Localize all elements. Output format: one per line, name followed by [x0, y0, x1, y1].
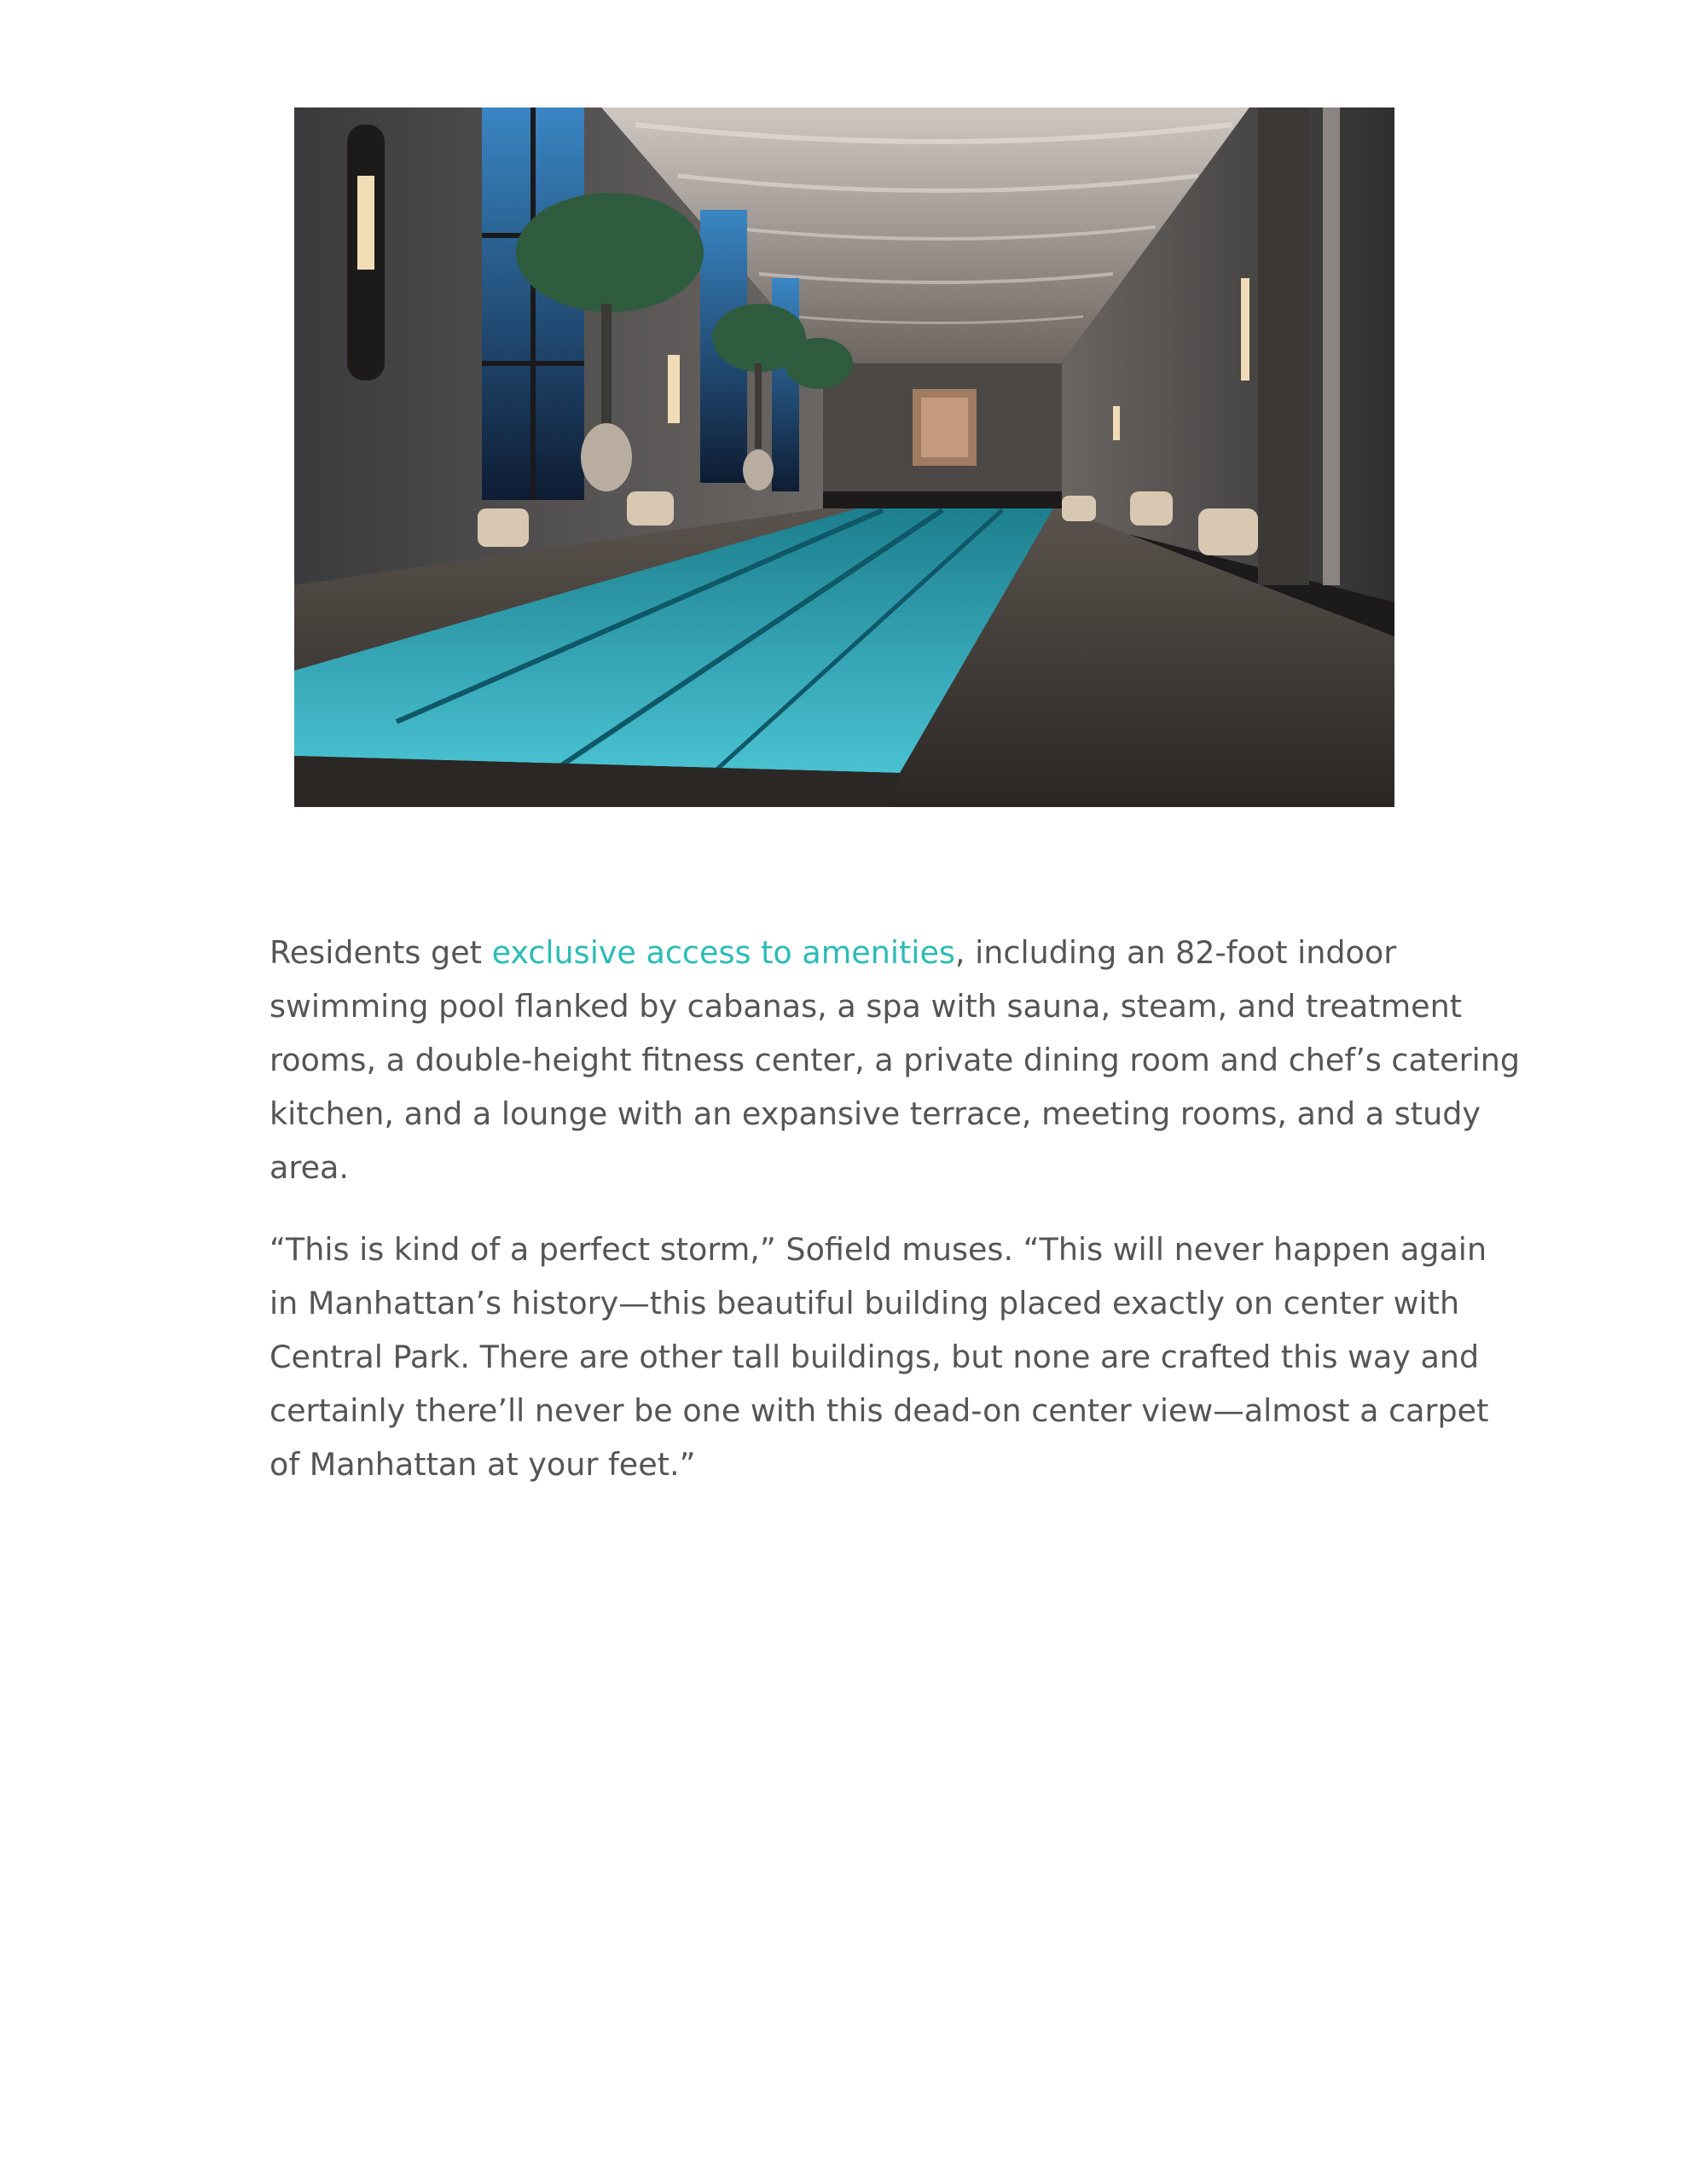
quote-paragraph: “This is kind of a perfect storm,” Sofield muses. “This will never happen again in Manhattan’s history—this beautiful building placed exactly on center with Central Park. There are other tall buildings, but none are crafted this way and certainly there’ll never be one with this dead-on center view—almost a carpet of Manhattan at your feet.”: [270, 1231, 1489, 1483]
amenities-paragraph: [270, 926, 1523, 1194]
amenities-link[interactable]: exclusive access to amenities: [491, 934, 955, 971]
article-body: [270, 926, 1523, 1519]
pool-image: [294, 107, 1394, 807]
pool-illustration: [294, 107, 1394, 807]
paragraph-intro: Residents get: [270, 934, 492, 971]
paragraph-rest: , including an 82-foot indoor swimming pool flanked by cabanas, a spa with sauna, steam, and treatment rooms, a double-height fitness center, a private dining room and chef’s catering kitchen, and a lounge with an expansive terrace, meeting rooms, and a study area.: [270, 934, 1521, 1186]
